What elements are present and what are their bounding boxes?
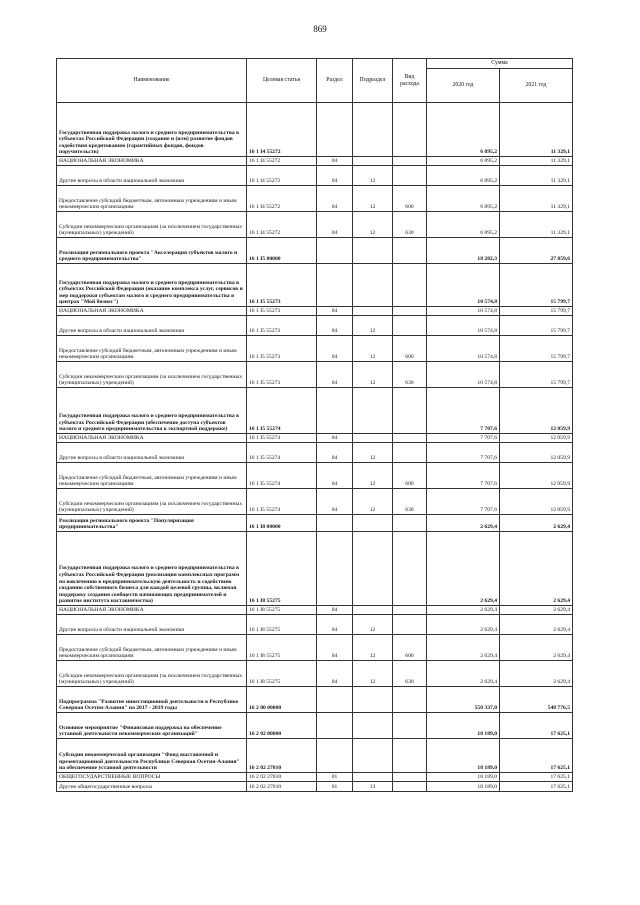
row-subsection: 12 — [353, 661, 393, 687]
row-subsection: 12 — [353, 316, 393, 336]
row-subsection — [353, 238, 393, 264]
row-name: Предоставление субсидий бюджетным, автономным учреждениям и иным некоммерческим организациям — [57, 186, 247, 212]
row-amount-2021: 15 799,7 — [500, 362, 573, 388]
row-section: 04 — [317, 606, 353, 615]
row-amount-2021: 2 629,4 — [500, 532, 573, 606]
header-year-2020: 2020 год — [427, 69, 500, 103]
table-row — [57, 186, 573, 212]
row-code: 16 1 I5 55273 — [247, 316, 317, 336]
row-section — [317, 687, 353, 713]
row-subsection: 12 — [353, 336, 393, 362]
row-amount-2021: 2 629,4 — [500, 615, 573, 635]
row-amount-2021: 11 329,1 — [500, 186, 573, 212]
row-section: 04 — [317, 615, 353, 635]
header-code: Целевая статья — [247, 59, 317, 103]
row-name: Государственная поддержка малого и среднего предпринимательства в субъектах Российской Федерации (оказание комплекса услуг, сервисов и мер поддержки субъектам малого и среднего предпринимательства в центрах "Мой бизнес") — [57, 264, 247, 307]
row-amount-2021: 17 625,1 — [500, 782, 573, 792]
row-expense-type — [393, 264, 427, 307]
row-amount-2021: 12 059,9 — [500, 388, 573, 434]
table-row — [57, 713, 573, 739]
row-expense-type — [393, 606, 427, 615]
row-amount-2021: 17 625,1 — [500, 739, 573, 773]
table-row — [57, 434, 573, 443]
row-subsection: 12 — [353, 186, 393, 212]
row-amount-2020: 2 629,4 — [427, 532, 500, 606]
row-subsection — [353, 307, 393, 316]
row-section — [317, 532, 353, 606]
row-amount-2021: 548 776,5 — [500, 687, 573, 713]
row-amount-2020: 6 895,2 — [427, 186, 500, 212]
row-amount-2020: 18 189,0 — [427, 739, 500, 773]
row-expense-type: 600 — [393, 635, 427, 661]
row-expense-type — [393, 307, 427, 316]
row-subsection: 12 — [353, 615, 393, 635]
row-amount-2021: 2 629,4 — [500, 606, 573, 615]
row-amount-2021: 11 329,1 — [500, 212, 573, 238]
table-row — [57, 388, 573, 434]
row-section: 04 — [317, 186, 353, 212]
row-subsection — [353, 687, 393, 713]
row-subsection — [353, 606, 393, 615]
row-section — [317, 264, 353, 307]
row-subsection: 12 — [353, 443, 393, 463]
row-code: 16 2 00 00000 — [247, 687, 317, 713]
row-section — [317, 739, 353, 773]
row-code: 16 1 I5 55273 — [247, 362, 317, 388]
row-subsection — [353, 388, 393, 434]
row-amount-2021: 11 329,1 — [500, 103, 573, 157]
row-amount-2020: 10 574,8 — [427, 264, 500, 307]
row-expense-type — [393, 388, 427, 434]
row-amount-2020: 6 895,2 — [427, 157, 500, 166]
header-year-2021: 2021 год — [500, 69, 573, 103]
table-row — [57, 212, 573, 238]
row-expense-type — [393, 157, 427, 166]
row-subsection: 12 — [353, 489, 393, 515]
table-row — [57, 336, 573, 362]
row-code: 16 1 I5 55274 — [247, 388, 317, 434]
row-code: 16 1 I5 55274 — [247, 463, 317, 489]
header-section: Раздел — [317, 59, 353, 103]
row-code: 16 1 I8 55275 — [247, 532, 317, 606]
row-code: 16 1 I5 55273 — [247, 264, 317, 307]
row-amount-2020: 10 574,8 — [427, 362, 500, 388]
row-subsection — [353, 103, 393, 157]
table-row — [57, 264, 573, 307]
table-row — [57, 307, 573, 316]
row-name: Предоставление субсидий бюджетным, автономным учреждениям и иным некоммерческим организациям — [57, 463, 247, 489]
row-expense-type: 600 — [393, 186, 427, 212]
table-row — [57, 238, 573, 264]
table-row — [57, 687, 573, 713]
row-section: 04 — [317, 434, 353, 443]
row-subsection: 12 — [353, 212, 393, 238]
row-expense-type — [393, 615, 427, 635]
row-section: 04 — [317, 489, 353, 515]
table-body — [57, 103, 573, 792]
row-expense-type — [393, 443, 427, 463]
row-section: 01 — [317, 773, 353, 782]
row-expense-type: 600 — [393, 336, 427, 362]
row-subsection — [353, 773, 393, 782]
table-row — [57, 157, 573, 166]
table-row — [57, 463, 573, 489]
row-expense-type — [393, 782, 427, 792]
row-code: 16 1 I4 55272 — [247, 212, 317, 238]
row-section: 04 — [317, 661, 353, 687]
row-code: 16 1 I5 55274 — [247, 443, 317, 463]
row-name: Подпрограмма "Развитие инвестиционной деятельности в Республике Северная Осетия-Алания" на 2017 - 2019 годы — [57, 687, 247, 713]
row-name: Реализация регионального проекта "Акселерация субъектов малого и среднего предпринимательства" — [57, 238, 247, 264]
row-amount-2020: 6 895,2 — [427, 212, 500, 238]
row-amount-2020: 10 574,8 — [427, 336, 500, 362]
row-name: Государственная поддержка малого и среднего предпринимательства в субъектах Российской Федерации (реализация комплексных программ по вовлечению в предпринимательскую деятельность и содействию созданию собственного бизнеса для каждой целевой группы, включая поддержку создания сообществ начинающих предпринимателей и развитие института наставничества) — [57, 532, 247, 606]
row-amount-2021: 12 059,9 — [500, 434, 573, 443]
row-amount-2021: 17 625,1 — [500, 713, 573, 739]
row-section — [317, 713, 353, 739]
row-name: Другие общегосударственные вопросы — [57, 782, 247, 792]
row-amount-2020: 550 337,0 — [427, 687, 500, 713]
header-name: Наименование — [57, 59, 247, 103]
table-row — [57, 316, 573, 336]
row-name: Другие вопросы в области национальной экономики — [57, 166, 247, 186]
row-subsection — [353, 739, 393, 773]
row-section: 04 — [317, 212, 353, 238]
row-amount-2021: 15 799,7 — [500, 336, 573, 362]
table-row — [57, 773, 573, 782]
row-section: 04 — [317, 635, 353, 661]
row-name: Государственная поддержка малого и среднего предпринимательства в субъектах Российской Федерации (обеспечение доступа субъектов малого и среднего предпринимательства к экспортной поддержке) — [57, 388, 247, 434]
row-name: Субсидии некоммерческим организациям (за исключением государственных (муниципальных) учреждений) — [57, 212, 247, 238]
row-expense-type — [393, 434, 427, 443]
table-row — [57, 532, 573, 606]
row-section: 04 — [317, 362, 353, 388]
row-code: 16 1 I5 55273 — [247, 336, 317, 362]
row-code: 16 1 I4 55272 — [247, 186, 317, 212]
row-name: Предоставление субсидий бюджетным, автономным учреждениям и иным некоммерческим организациям — [57, 336, 247, 362]
row-amount-2020: 2 629,4 — [427, 515, 500, 532]
row-code: 16 1 I5 55274 — [247, 489, 317, 515]
row-name: ОБЩЕГОСУДАРСТВЕННЫЕ ВОПРОСЫ — [57, 773, 247, 782]
budget-table — [56, 58, 573, 792]
row-section: 04 — [317, 316, 353, 336]
header-subsection: Подраздел — [353, 59, 393, 103]
row-name: Другие вопросы в области национальной экономики — [57, 443, 247, 463]
row-code: 16 1 I4 55272 — [247, 157, 317, 166]
table-row — [57, 362, 573, 388]
row-code: 16 1 I8 55275 — [247, 606, 317, 615]
row-amount-2021: 12 059,9 — [500, 463, 573, 489]
table-row — [57, 615, 573, 635]
row-code: 16 2 02 00000 — [247, 713, 317, 739]
row-name: Другие вопросы в области национальной экономики — [57, 615, 247, 635]
row-expense-type: 630 — [393, 661, 427, 687]
row-name: НАЦИОНАЛЬНАЯ ЭКОНОМИКА — [57, 307, 247, 316]
row-name: НАЦИОНАЛЬНАЯ ЭКОНОМИКА — [57, 606, 247, 615]
row-amount-2021: 15 799,7 — [500, 316, 573, 336]
row-code: 16 2 02 27010 — [247, 782, 317, 792]
row-section — [317, 238, 353, 264]
row-amount-2020: 18 189,0 — [427, 782, 500, 792]
row-expense-type — [393, 713, 427, 739]
row-expense-type: 630 — [393, 489, 427, 515]
row-code: 16 2 02 27010 — [247, 773, 317, 782]
row-expense-type — [393, 515, 427, 532]
row-amount-2020: 2 629,4 — [427, 606, 500, 615]
table-row — [57, 443, 573, 463]
row-name: Другие вопросы в области национальной экономики — [57, 316, 247, 336]
row-name: Субсидии некоммерческим организациям (за исключением государственных (муниципальных) учреждений) — [57, 362, 247, 388]
row-expense-type: 600 — [393, 463, 427, 489]
row-amount-2021: 15 799,7 — [500, 307, 573, 316]
row-code: 16 1 I8 00000 — [247, 515, 317, 532]
row-section: 04 — [317, 166, 353, 186]
row-subsection: 12 — [353, 166, 393, 186]
row-code: 16 1 I5 55273 — [247, 307, 317, 316]
row-amount-2021: 12 059,9 — [500, 443, 573, 463]
table-row — [57, 489, 573, 515]
row-subsection — [353, 532, 393, 606]
table-row — [57, 635, 573, 661]
row-code: 16 1 I4 55272 — [247, 103, 317, 157]
row-subsection: 12 — [353, 635, 393, 661]
table-row — [57, 661, 573, 687]
row-amount-2021: 2 629,4 — [500, 515, 573, 532]
row-expense-type — [393, 739, 427, 773]
row-expense-type — [393, 773, 427, 782]
row-expense-type — [393, 532, 427, 606]
row-amount-2020: 18 282,3 — [427, 238, 500, 264]
header-sum: Сумма — [427, 59, 573, 69]
row-name: Основное мероприятие "Финансовая поддержка на обеспечение уставной деятельности некоммерческих организаций" — [57, 713, 247, 739]
row-name: Субсидия некоммерческой организации "Фонд выставочной и презентационной деятельности Республики Северная Осетия-Алания" на обеспечение уставной деятельности — [57, 739, 247, 773]
row-amount-2021: 15 799,7 — [500, 264, 573, 307]
row-code: 16 2 02 27010 — [247, 739, 317, 773]
row-amount-2020: 10 574,8 — [427, 307, 500, 316]
row-amount-2020: 7 707,6 — [427, 489, 500, 515]
row-expense-type — [393, 103, 427, 157]
row-amount-2020: 7 707,6 — [427, 463, 500, 489]
row-expense-type — [393, 166, 427, 186]
row-name: НАЦИОНАЛЬНАЯ ЭКОНОМИКА — [57, 434, 247, 443]
row-section: 04 — [317, 307, 353, 316]
row-subsection — [353, 713, 393, 739]
row-subsection — [353, 515, 393, 532]
row-subsection — [353, 264, 393, 307]
row-expense-type — [393, 687, 427, 713]
row-code: 16 1 I4 55272 — [247, 166, 317, 186]
row-name: НАЦИОНАЛЬНАЯ ЭКОНОМИКА — [57, 157, 247, 166]
row-amount-2021: 12 059,9 — [500, 489, 573, 515]
row-amount-2020: 2 629,4 — [427, 635, 500, 661]
table-row — [57, 782, 573, 792]
table-row — [57, 606, 573, 615]
row-expense-type — [393, 238, 427, 264]
row-amount-2020: 10 574,8 — [427, 316, 500, 336]
row-expense-type: 630 — [393, 362, 427, 388]
row-code: 16 1 I8 55275 — [247, 661, 317, 687]
row-section: 04 — [317, 463, 353, 489]
row-amount-2021: 2 629,4 — [500, 661, 573, 687]
row-amount-2020: 6 895,2 — [427, 103, 500, 157]
row-section — [317, 388, 353, 434]
row-expense-type — [393, 316, 427, 336]
row-section — [317, 515, 353, 532]
row-name: Государственная поддержка малого и среднего предпринимательства в субъектах Российской Федерации (создание и (или) развитие фондов содействия кредитованию (гарантийных фондов, фондов поручительств) — [57, 103, 247, 157]
row-amount-2020: 6 895,2 — [427, 166, 500, 186]
table-row — [57, 103, 573, 157]
row-section — [317, 103, 353, 157]
row-amount-2020: 2 629,4 — [427, 661, 500, 687]
row-code: 16 1 I5 00000 — [247, 238, 317, 264]
row-section: 01 — [317, 782, 353, 792]
row-amount-2020: 7 707,6 — [427, 443, 500, 463]
row-name: Субсидии некоммерческим организациям (за исключением государственных (муниципальных) учреждений) — [57, 489, 247, 515]
row-subsection — [353, 434, 393, 443]
row-section: 04 — [317, 443, 353, 463]
row-section: 04 — [317, 336, 353, 362]
row-subsection: 12 — [353, 362, 393, 388]
header-type: Вид расхода — [393, 59, 427, 103]
row-amount-2020: 18 189,0 — [427, 713, 500, 739]
row-amount-2021: 27 859,6 — [500, 238, 573, 264]
row-code: 16 1 I8 55275 — [247, 615, 317, 635]
row-name: Реализация регионального проекта "Популяризация предпринимательства" — [57, 515, 247, 532]
row-amount-2020: 18 189,0 — [427, 773, 500, 782]
row-amount-2021: 2 629,4 — [500, 635, 573, 661]
row-expense-type: 630 — [393, 212, 427, 238]
row-name: Субсидии некоммерческим организациям (за исключением государственных (муниципальных) учреждений) — [57, 661, 247, 687]
table-row — [57, 515, 573, 532]
page-number: 869 — [313, 24, 327, 34]
row-amount-2021: 17 625,1 — [500, 773, 573, 782]
row-amount-2020: 7 707,6 — [427, 388, 500, 434]
row-code: 16 1 I5 55274 — [247, 434, 317, 443]
row-subsection: 13 — [353, 782, 393, 792]
row-amount-2021: 11 329,1 — [500, 157, 573, 166]
row-subsection: 12 — [353, 463, 393, 489]
row-amount-2020: 7 707,6 — [427, 434, 500, 443]
table-row — [57, 739, 573, 773]
table-row — [57, 166, 573, 186]
row-amount-2020: 2 629,4 — [427, 615, 500, 635]
row-code: 16 1 I8 55275 — [247, 635, 317, 661]
row-section: 04 — [317, 157, 353, 166]
row-name: Предоставление субсидий бюджетным, автономным учреждениям и иным некоммерческим организациям — [57, 635, 247, 661]
row-amount-2021: 11 329,1 — [500, 166, 573, 186]
row-subsection — [353, 157, 393, 166]
